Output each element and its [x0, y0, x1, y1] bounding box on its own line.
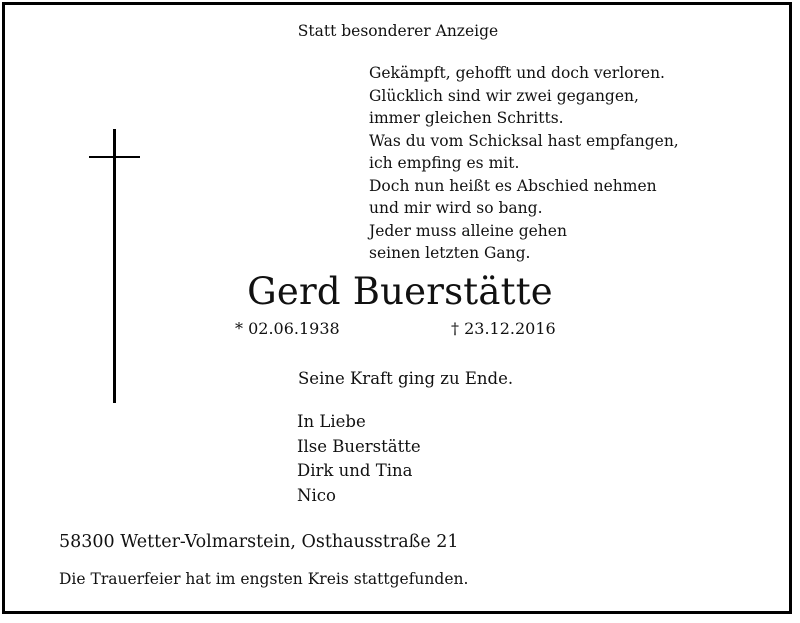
poem-line: Gekämpft, gehofft und doch verloren. [369, 64, 665, 82]
signature-line: Nico [297, 485, 336, 505]
notice-header [0, 22, 800, 40]
cross-vertical-bar [113, 129, 116, 403]
quote-line: Seine Kraft ging zu Ende. [298, 369, 514, 388]
poem-line: und mir wird so bang. [369, 199, 543, 217]
poem-line: Jeder muss alleine gehen [369, 221, 567, 240]
poem-line: immer gleichen Schritts. [369, 109, 564, 127]
deceased-name [0, 270, 800, 313]
death-date: † 23.12.2016 [451, 319, 556, 338]
signature-line: Ilse Buerstätte [297, 436, 421, 456]
poem [369, 62, 679, 265]
cross-horizontal-bar [89, 156, 140, 158]
funeral-note: Die Trauerfeier hat im engsten Kreis stattgefunden. [59, 570, 469, 588]
deceased-name-text: Gerd Buerstätte [247, 270, 553, 313]
address: 58300 Wetter-Volmarstein, Osthausstraße 21 [59, 532, 459, 552]
poem-line: ich empfing es mit. [369, 154, 520, 172]
poem-line: seinen letzten Gang. [369, 244, 531, 262]
poem-line: Was du vom Schicksal hast empfangen, [369, 131, 679, 150]
poem-line: Glücklich sind wir zwei gegangen, [369, 86, 639, 105]
signature-line: Dirk und Tina [297, 461, 413, 480]
birth-date: * 02.06.1938 [235, 319, 340, 338]
signature-line: In Liebe [297, 412, 366, 431]
header-text: Statt besonderer Anzeige [297, 22, 499, 40]
poem-line: Doch nun heißt es Abschied nehmen [369, 176, 657, 195]
signatures [297, 410, 421, 508]
